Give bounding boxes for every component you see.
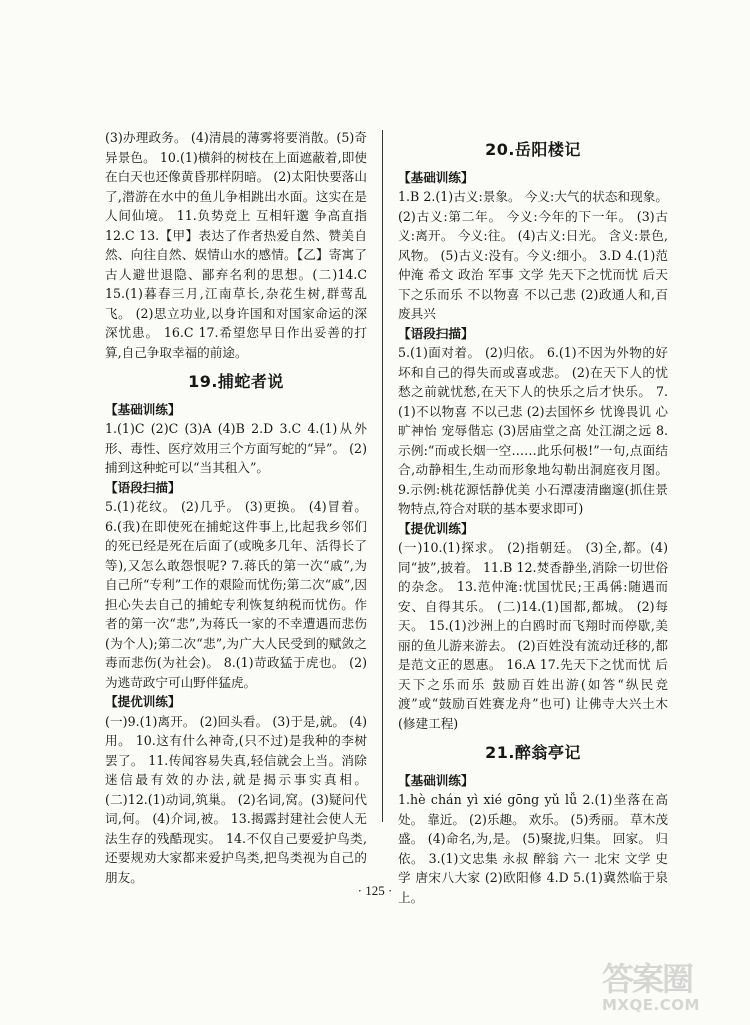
subsection-heading: 【提优训练】: [105, 694, 181, 709]
section-title-21: 21.醉翁亭记: [485, 743, 581, 762]
subsection-heading: 【基础训练】: [105, 401, 181, 417]
section-title-20: 20.岳阳楼记: [485, 140, 581, 159]
answer-paragraph: 5.(1)花纹。 (2)几乎。 (3)更换。 (4)冒着。 6.(我)在即使死在捕蛇这件事上,比起我乡邻们的死已经是死在后面了(或晚多几年、活得长了等),又怎么敢怨恨呢? 7.蒋氏的第一次“戚”,为自己所“专利”工作的艰险而忧伤;第二次“戚”,因担心失去自己的捕蛇专利恢复纳税而忧伤。作者的第一次“悲”,为蒋氏一家的不幸遭遇而悲伤(为个人);第二次“悲”,为广大人民受到的赋敛之毒而悲伤(为社会)。 8.(1)苛政猛于虎也。 (2)为逃苛政宁可山野伴猛虎。: [105, 499, 367, 690]
subsection-heading: 【基础训练】: [398, 772, 474, 788]
watermark-logo: [602, 962, 742, 1020]
subsection-heading: 【语段扫描】: [398, 325, 474, 341]
left-column: [105, 128, 367, 887]
subsection-heading: 【语段扫描】: [105, 479, 181, 495]
answer-paragraph: 5.(1)面对着。 (2)归依。 6.(1)不因为外物的好坏和自己的得失而或喜或悲。 (2)在天下人的忧愁之前就忧愁,在天下人的快乐之后才快乐。 7.(1)不以物喜 不以己悲 (2)去国怀乡 忧谗畏讥 心旷神怡 宠辱偕忘 (3)居庙堂之高 处江湖之远 8.示例:“而或长烟一空……此乐何极!”一句,点面结合,动静相生,生动而形象地勾勒出洞庭夜月图。 9.示例:桃花源恬静优美 小石潭凄清幽邃(抓住景物特点,符合对联的基本要求即可): [398, 345, 668, 516]
answer-paragraph: 1.hè chán yì xié gōng yǔ lǚ 2.(1)坐落在高处。 靠近。 (2)乐趣。 欢乐。 (5)秀丽。 草木茂盛。 (4)命名,为,是。 (5)聚拢,归集。 回家。 归依。 3.(1)文忠集 永叔 醉翁 六一 北宋 文学 史学 唐宋八大家 (2)欧阳修 4.D 5.(1)冀然临于泉上。: [398, 792, 668, 905]
section-title-19: 19.捕蛇者说: [188, 372, 284, 391]
subsection-heading: 【提优训练】: [398, 520, 474, 536]
watermark-url: MXQE.COM: [602, 996, 700, 1014]
right-column: [398, 128, 668, 907]
page-number: · 125 ·: [357, 883, 393, 898]
column-divider: [382, 130, 383, 822]
answer-paragraph: (3)办理政务。 (4)清晨的薄雾将要消散。(5)奇异景色。 10.(1)横斜的树枝在上面遮蔽着,即使在白天也还像黄昏那样阴暗。 (2)太阳快要落山了,潜游在水中的鱼儿争相跳出水面。这实在是人间仙境。 11.负势竞上 互相轩邈 争高直指 12.C 13.【甲】表达了作者热爱自然、赞美自然、向往自然、娱情山水的感情。【乙】寄寓了古人避世退隐、鄙弃名利的思想。(二)14.C 15.(1)暮春三月,江南草长,杂花生树,群莺乱飞。 (2)思立功业,以身许国和对国家命运的深深忧患。 16.C 17.希望您早日作出妥善的打算,自己争取幸福的前途。: [105, 130, 367, 360]
subsection-heading: 【基础训练】: [398, 169, 474, 185]
answer-paragraph: (一)10.(1)探求。 (2)指朝廷。 (3)全,都。(4)同“披”,披着。 11.B 12.焚香静坐,消除一切世俗的杂念。 13.范仲淹:忧国忧民;王禹偁:随遇而安、自得其乐。 (二)14.(1)国都,都城。 (2)每天。 15.(1)沙洲上的白鸥时而飞翔时而停歇,美丽的鱼儿游来游去。 (2)百姓没有流动迁移的,都是范文正的恩惠。 16.A 17.先天下之忧而忧 后天下之乐而乐 鼓励百姓出游(如答“纵民竞渡”或“鼓励百姓赛龙舟”也可) 让佛寺大兴土木(修建工程): [398, 540, 668, 731]
answer-paragraph: (一)9.(1)离开。 (2)回头看。 (3)于是,就。 (4)用。 10.这有什么神奇,(只不过)是我种的李树罢了。 11.传闻容易失真,轻信就会上当。消除迷信最有效的办法,就是揭示事实真相。 (二)12.(1)动词,筑巢。 (2)名词,窝。(3)疑问代词,何。 (4)介词,被。 13.揭露封建社会使人无法生存的残酷现实。 14.不仅自己要爱护鸟类,还要规劝大家都来爱护鸟类,把鸟类视为自己的朋友。: [105, 713, 367, 885]
watermark-text: 答案圈: [602, 960, 693, 998]
answer-paragraph: 1.B 2.(1)古义:景象。 今义:大气的状态和现象。 (2)古义:第二年。 今义:今年的下一年。 (3)古义:离开。 今义:往。 (4)古义:日光。 含义:景色,风物。 (5)古义:没有。今义:细小。 3.D 4.(1)范仲淹 希文 政治 军事 文学 先天下之忧而忧 后天下之乐而乐 不以物喜 不以己悲 (2)政通人和,百废具兴: [398, 189, 668, 321]
answer-paragraph: 1.(1)C (2)C (3)A (4)B 2.D 3.C 4.(1)从外形、毒性、医疗效用三个方面写蛇的“异”。 (2)捕到这种蛇可以“当其租入”。: [105, 421, 367, 475]
